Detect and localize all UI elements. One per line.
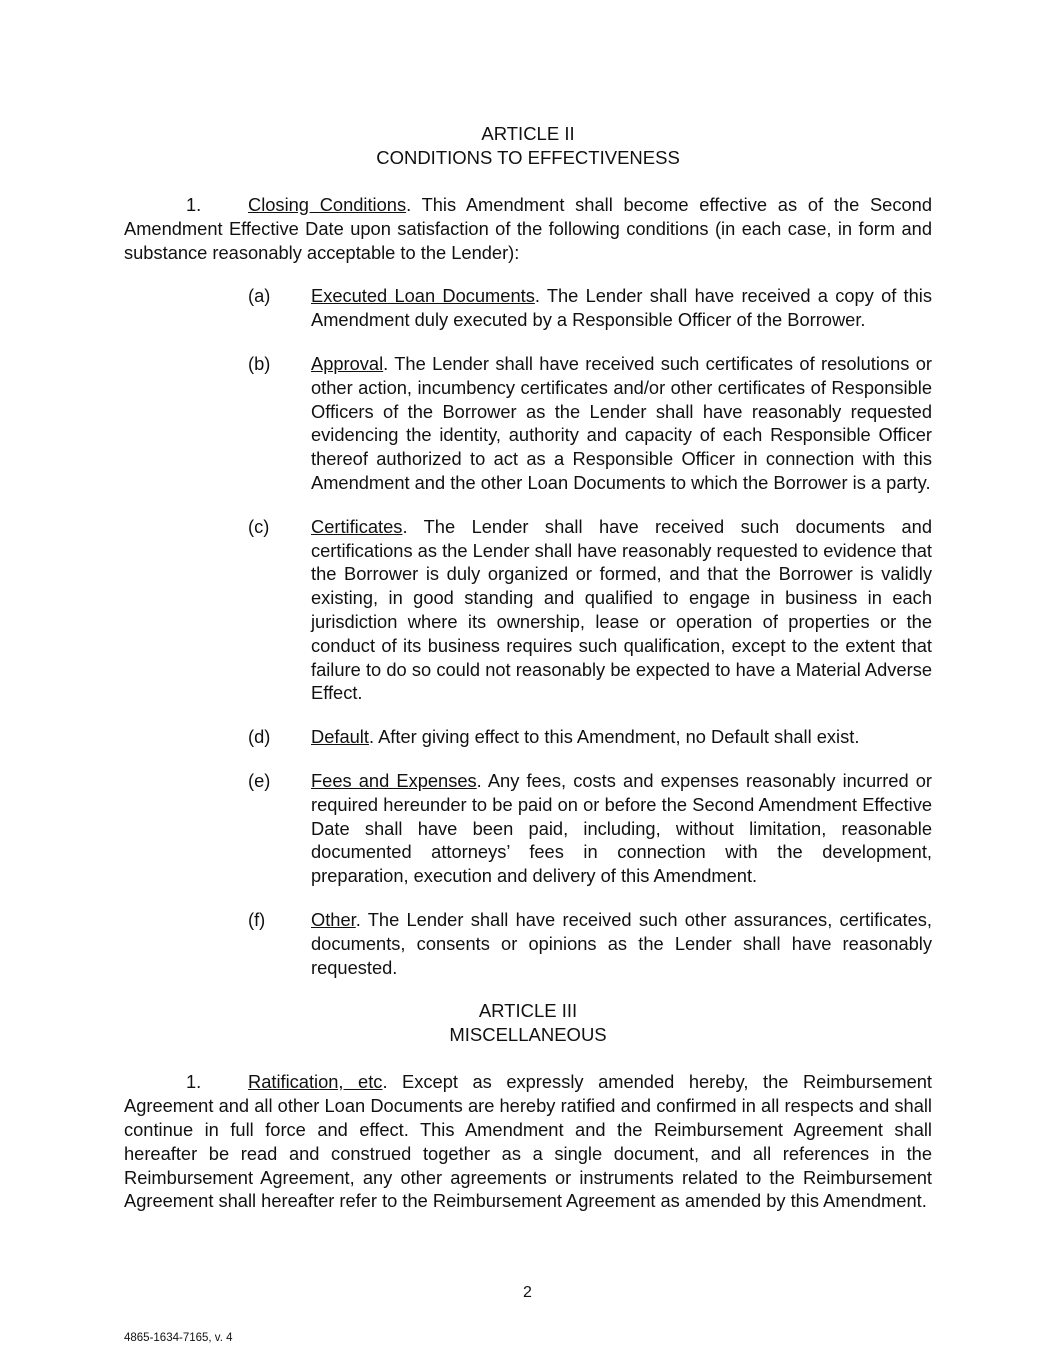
- article-3-title: ARTICLE III: [478, 1000, 578, 1022]
- article-2-title: ARTICLE II: [481, 123, 575, 144]
- item-heading: Executed Loan Documents: [311, 285, 535, 307]
- condition-item-c: [124, 515, 932, 705]
- section-text: . This Amendment shall become effective as of the Second Amendment Effective Date upon satisfaction of the following conditions (in each case, in form and substance reasonably acceptable to the Lender):: [124, 194, 932, 263]
- item-heading: Default: [311, 726, 369, 748]
- item-label: (b): [248, 352, 271, 374]
- item-text: . The Lender shall have received a copy of this Amendment duly executed by a Responsible Officer of the Borrower.: [311, 285, 933, 331]
- article-2-subtitle: CONDITIONS TO EFFECTIVENESS: [376, 147, 680, 168]
- article-3-subtitle: MISCELLANEOUS: [449, 1024, 607, 1046]
- document-id: 4865-1634-7165, v. 4: [124, 1332, 233, 1344]
- section-heading: Closing Conditions: [248, 194, 407, 215]
- item-label: (f): [248, 908, 266, 930]
- item-label: (d): [248, 726, 271, 748]
- article-2-heading: [124, 122, 932, 170]
- item-text: . The Lender shall have received such other assurances, certificates, documents, consents or opinions as the Lender shall have reasonably requested.: [311, 908, 932, 978]
- section-number: 1.: [186, 1071, 202, 1093]
- condition-item-b: [124, 352, 932, 495]
- condition-item-a: [124, 284, 932, 332]
- item-text: . After giving effect to this Amendment, no Default shall exist.: [368, 726, 860, 748]
- condition-item-e: [124, 769, 932, 888]
- item-text: . Any fees, costs and expenses reasonably incurred or required hereunder to be paid on or before the Second Amendment Effective Date shall have been paid, including, without limitation, reasonable documented attorneys’ fees in connection with the development, preparation, execution and delivery of this Amendment.: [311, 769, 932, 887]
- item-label: (c): [248, 515, 270, 537]
- item-label: (a): [248, 285, 271, 307]
- item-text: . The Lender shall have received such certificates of resolutions or other action, incumbency certificates and/or other certificates of Responsible Officers of the Borrower as the Lender shall have reasonably requested evidencing the identity, authority and capacity of each Responsible Officer thereof authorized to act as a Responsible Officer in connection with this Amendment and the other Loan Documents to which the Borrower is a party.: [311, 352, 932, 493]
- section-heading: Ratification, etc: [248, 1071, 383, 1093]
- item-heading: Other: [311, 908, 356, 930]
- condition-item-f: [124, 908, 932, 979]
- item-heading: Certificates: [311, 515, 403, 537]
- item-text: . The Lender shall have received such documents and certifications as the Lender shall have reasonably requested to evidence that the Borrower is duly organized or formed, and that the Borrower is validly existing, in good standing and qualified to engage in business in each jurisdiction where its ownership, lease or operation of properties or the conduct of its business requires such qualification, except to the extent that failure to do so could not reasonably be expected to have a Material Adverse Effect.: [311, 515, 932, 704]
- item-heading: Fees and Expenses: [311, 769, 477, 791]
- item-label: (e): [248, 769, 271, 791]
- section-number: 1.: [186, 194, 202, 215]
- item-heading: Approval: [311, 352, 384, 374]
- document-page: [124, 122, 932, 1233]
- closing-conditions-paragraph: [124, 193, 932, 264]
- article-3-heading: [124, 999, 932, 1047]
- condition-item-d: [124, 725, 932, 749]
- ratification-paragraph: [124, 1070, 932, 1213]
- section-text: . Except as expressly amended hereby, the Reimbursement Agreement and all other Loan Documents are hereby ratified and confirmed in all respects and shall continue in full force and effect. This Amendment and the Reimbursement Agreement shall hereafter be read and construed together as a single document, and all references in the Reimbursement Agreement, any other agreements or instruments related to the Reimbursement Agreement shall hereafter refer to the Reimbursement Agreement as amended by this Amendment.: [124, 1071, 932, 1212]
- page-number: 2: [523, 1284, 532, 1301]
